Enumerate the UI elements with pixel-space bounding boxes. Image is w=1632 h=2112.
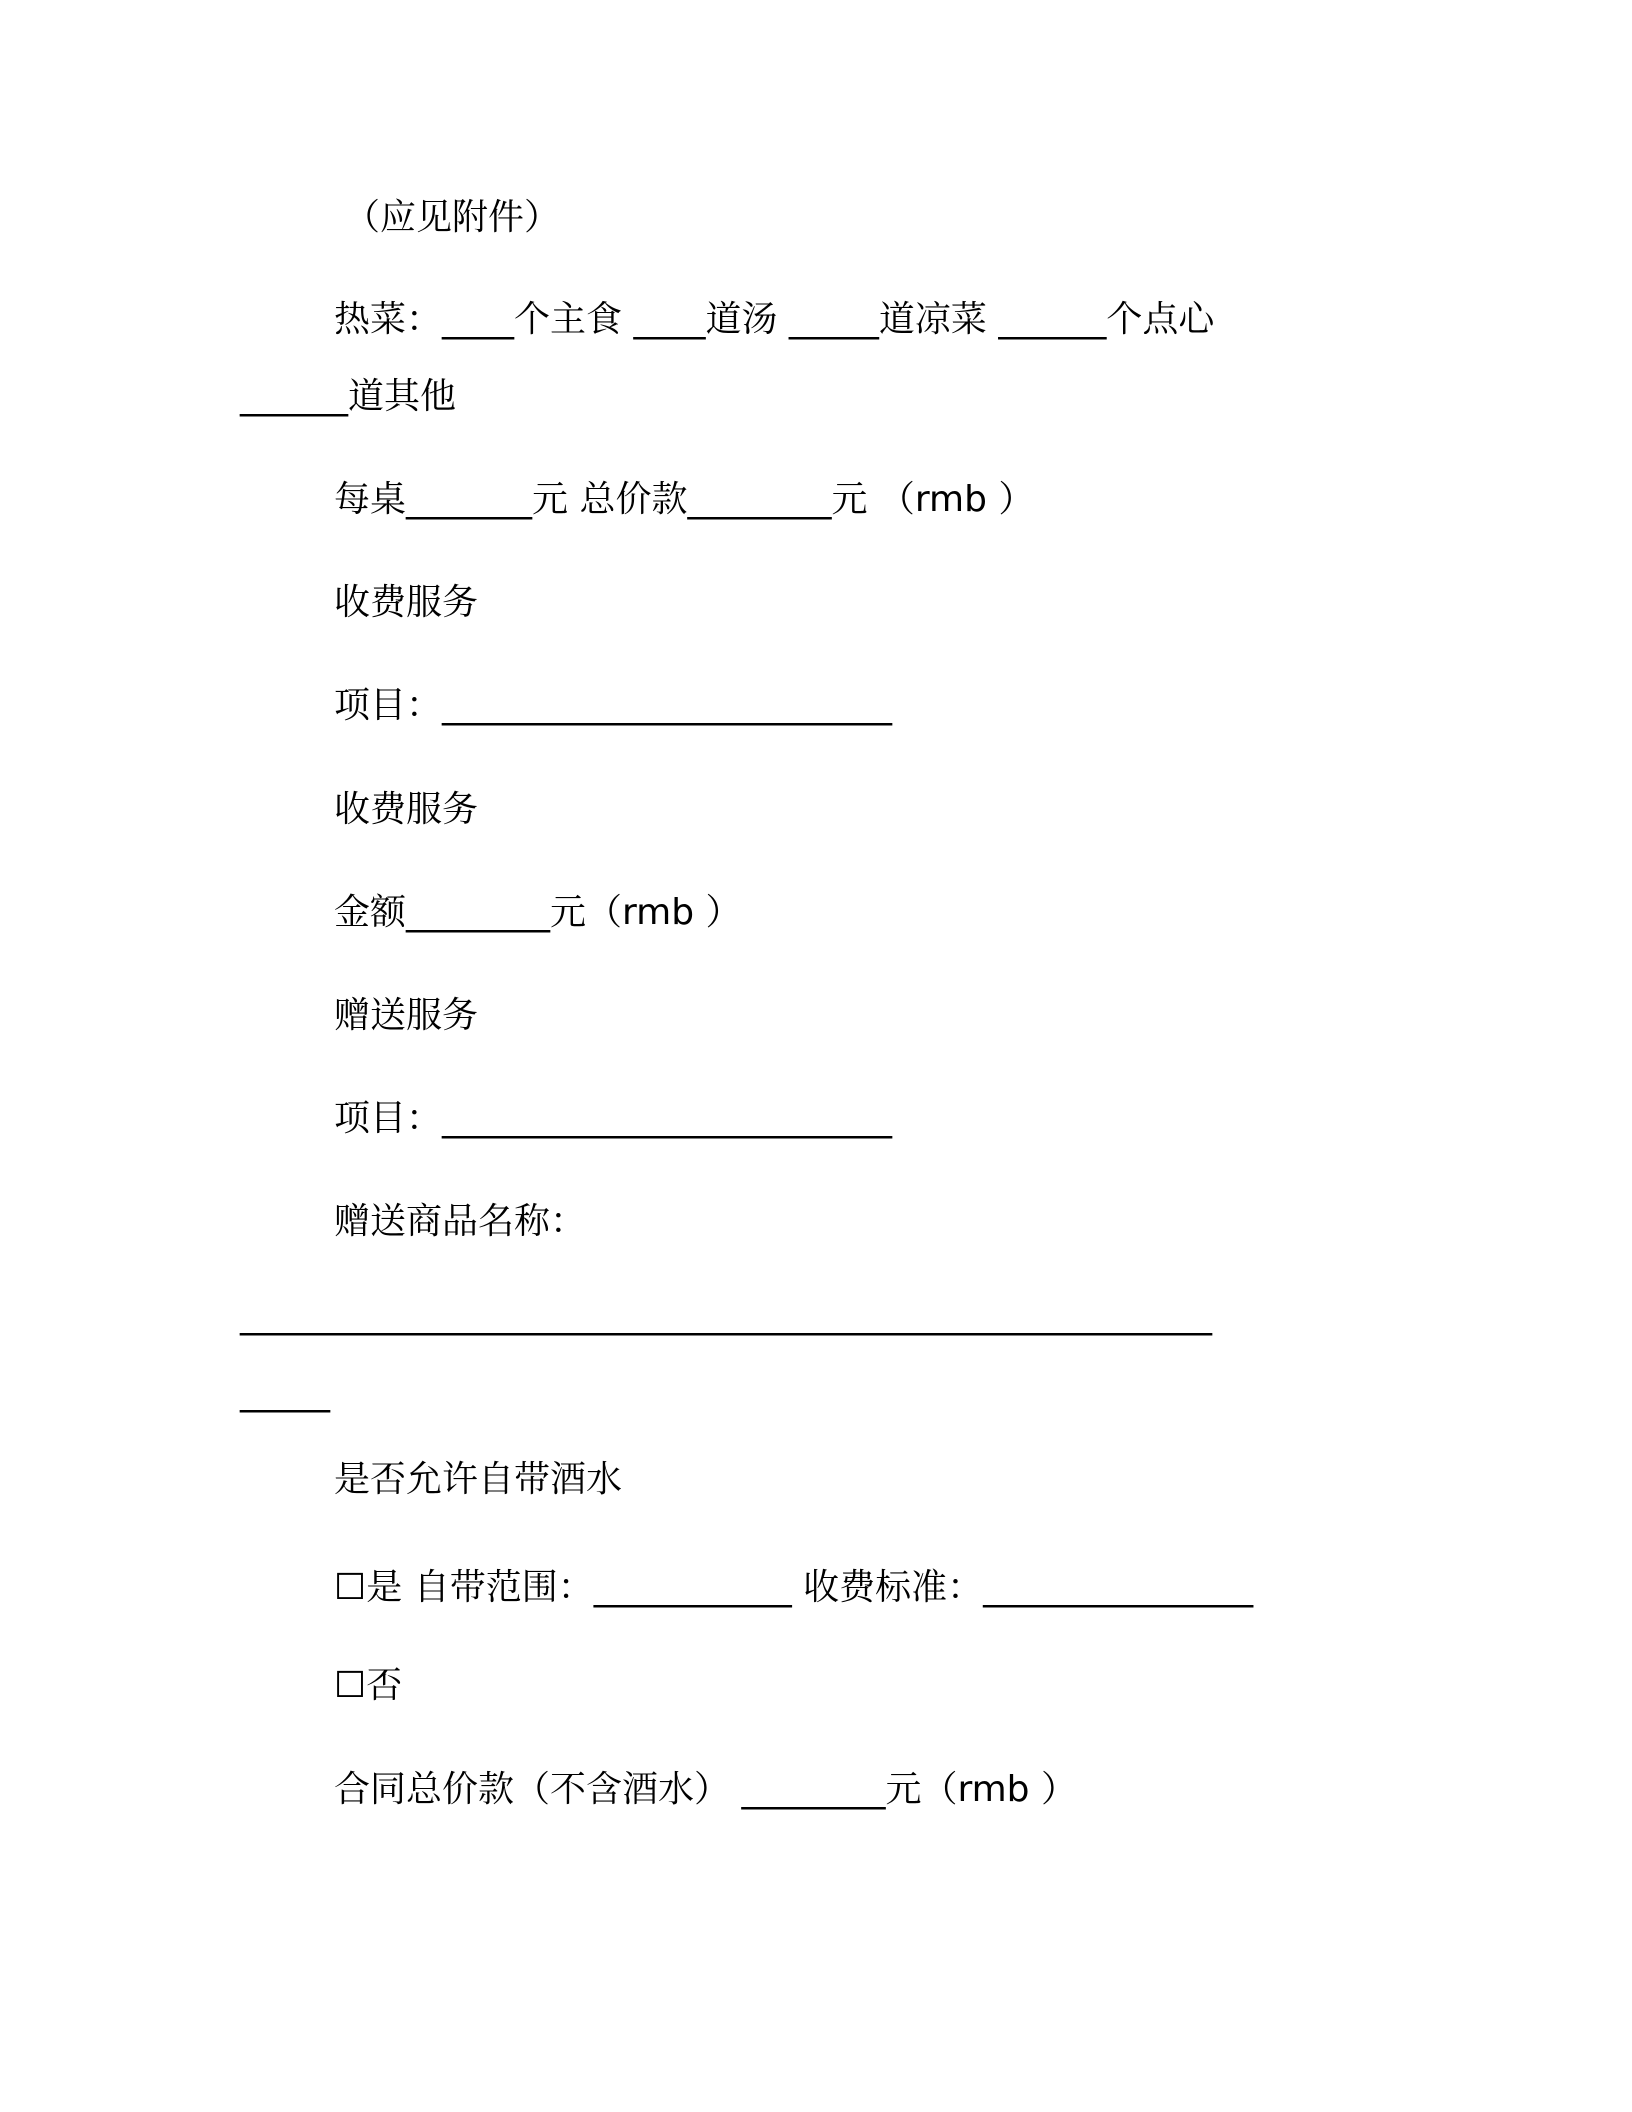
attachment-note: （应见附件） xyxy=(344,197,561,238)
complimentary-goods-blank-continued: _____ xyxy=(240,1372,330,1413)
paid-service-heading: 收费服务 xyxy=(334,582,479,623)
price-per-table-line: 每桌_______元 总价款________元 （rmb ） xyxy=(334,479,1035,520)
complimentary-service-item-line: 项目：_________________________ xyxy=(334,1098,893,1139)
paid-service-item-line: 项目：_________________________ xyxy=(334,685,893,726)
paid-service-heading-2: 收费服务 xyxy=(334,789,479,830)
dish-count-line-continued: ______道其他 xyxy=(240,376,457,417)
own-drinks-no-option: ☐否 xyxy=(334,1665,403,1706)
complimentary-goods-label: 赠送商品名称： xyxy=(334,1201,587,1242)
dish-count-line: 热菜：____个主食 ____道汤 _____道凉菜 ______个点心 xyxy=(334,299,1215,340)
own-drinks-question: 是否允许自带酒水 xyxy=(334,1459,623,1500)
complimentary-goods-blank: ______________________________________________________ xyxy=(240,1295,1212,1336)
contract-total-line: 合同总价款（不含酒水） ________元（rmb ） xyxy=(334,1769,1077,1810)
paid-service-amount-line: 金额________元（rmb ） xyxy=(334,892,742,933)
own-drinks-yes-option: ☐是 自带范围：___________ 收费标准：_______________ xyxy=(334,1567,1254,1608)
complimentary-service-heading: 赠送服务 xyxy=(334,995,479,1036)
